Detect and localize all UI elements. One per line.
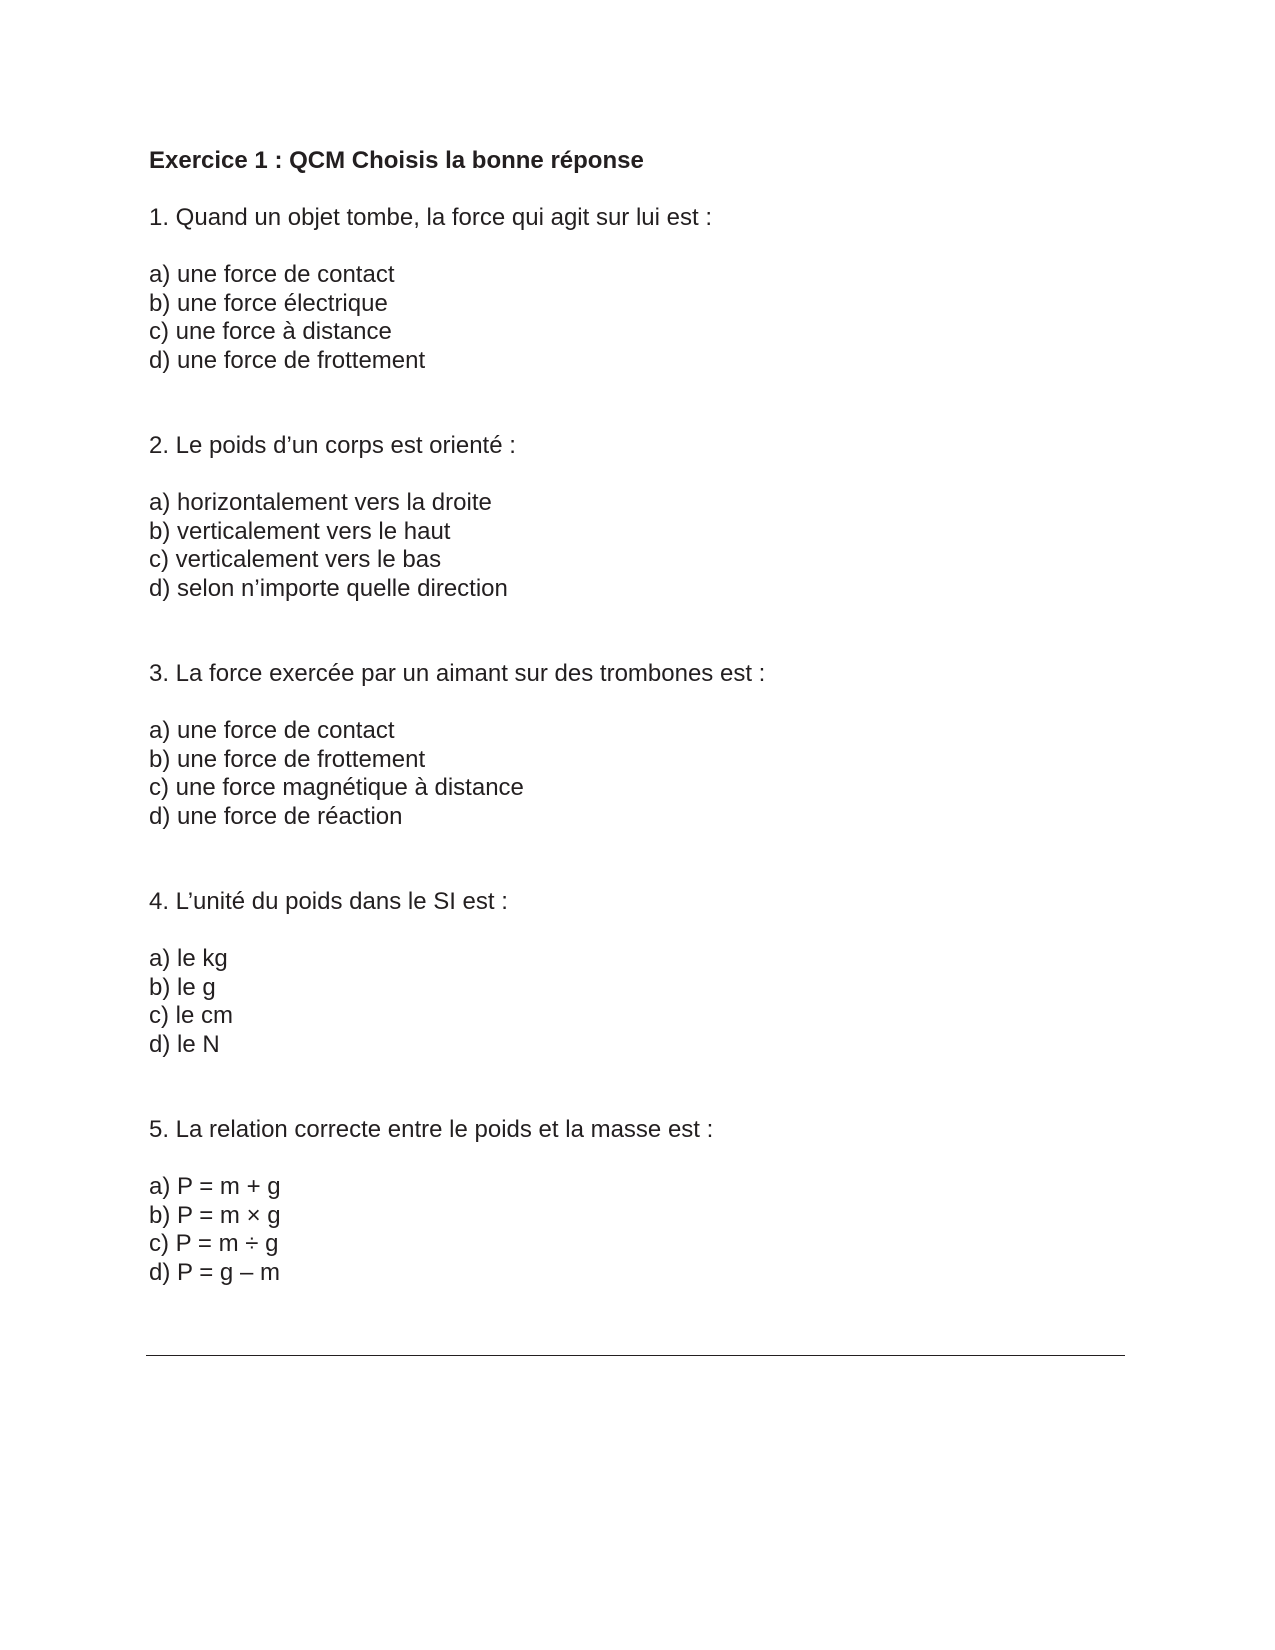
- option-c: c) verticalement vers le bas: [149, 546, 442, 574]
- horizontal-divider: [146, 1355, 1125, 1356]
- question-text: 1. Quand un objet tombe, la force qui agit sur lui est :: [149, 204, 712, 231]
- option-a: a) une force de contact: [149, 261, 395, 288]
- option-d: d) une force de réaction: [149, 803, 403, 831]
- question-2: [149, 432, 1149, 604]
- option-b: b) verticalement vers le haut: [149, 517, 451, 545]
- option-c: c) P = m ÷ g: [149, 1230, 279, 1258]
- question-text: 2. Le poids d’un corps est orienté :: [149, 432, 516, 459]
- option-c: c) une force magnétique à distance: [149, 774, 524, 802]
- option-d: d) une force de frottement: [149, 347, 426, 375]
- option-list: [149, 717, 1149, 832]
- question-1: [149, 204, 1149, 376]
- option-d: d) selon n’importe quelle direction: [149, 575, 508, 603]
- option-list: [149, 489, 1149, 604]
- question-4: [149, 888, 1149, 1060]
- option-c: c) une force à distance: [149, 318, 392, 346]
- option-a: a) horizontalement vers la droite: [149, 489, 492, 516]
- option-a: a) une force de contact: [149, 717, 395, 744]
- question-text: 5. La relation correcte entre le poids et la masse est :: [149, 1116, 714, 1143]
- option-b: b) une force de frottement: [149, 745, 426, 773]
- question-text: 3. La force exercée par un aimant sur des trombones est :: [149, 660, 766, 687]
- option-list: [149, 945, 1149, 1060]
- option-list: [149, 1173, 1149, 1288]
- exercise-title: Exercice 1 : QCM Choisis la bonne réponse: [149, 147, 644, 174]
- question-5: [149, 1116, 1149, 1288]
- option-a: a) P = m + g: [149, 1173, 281, 1200]
- option-d: d) le N: [149, 1031, 220, 1059]
- question-3: [149, 660, 1149, 832]
- option-b: b) P = m × g: [149, 1201, 281, 1229]
- option-list: [149, 261, 1149, 376]
- option-a: a) le kg: [149, 945, 228, 972]
- question-text: 4. L’unité du poids dans le SI est :: [149, 888, 508, 915]
- option-b: b) une force électrique: [149, 289, 388, 317]
- option-c: c) le cm: [149, 1002, 233, 1030]
- option-d: d) P = g – m: [149, 1259, 280, 1287]
- option-b: b) le g: [149, 973, 216, 1001]
